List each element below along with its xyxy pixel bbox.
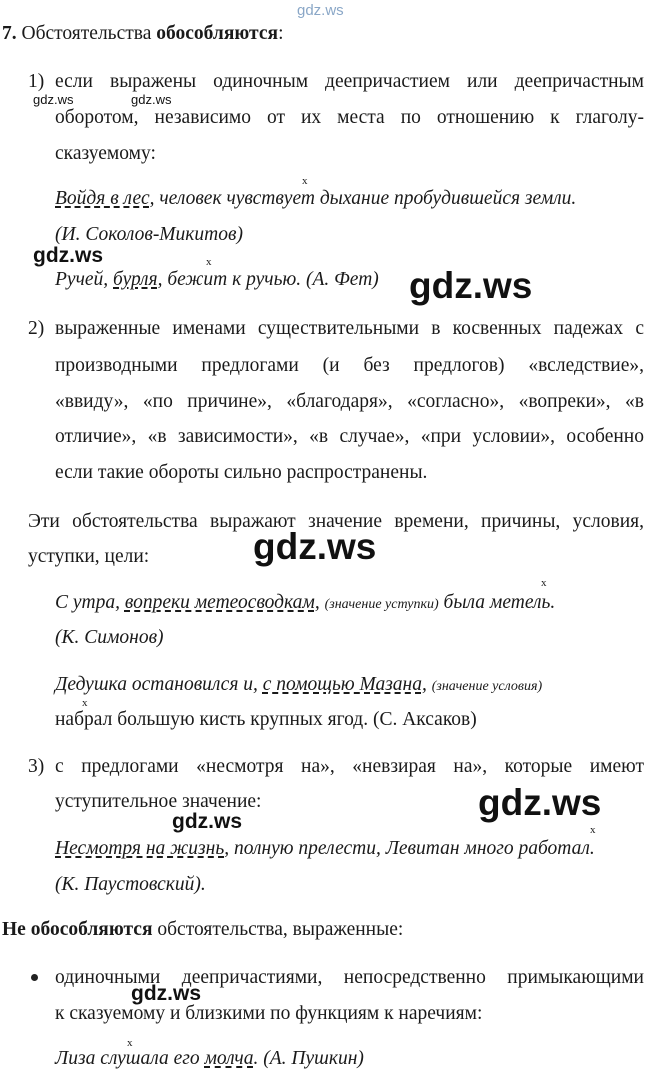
predicate-mark: x (206, 256, 212, 268)
example4-underlined: с помощью Мазана (262, 674, 422, 695)
watermark-2: gdz.ws (131, 92, 172, 107)
heading-colon: : (278, 23, 284, 44)
item1-line1: если выражены одиночным деепричастием или деепричастным (55, 71, 644, 92)
example3-comma: , (314, 592, 320, 613)
watermark-1: gdz.ws (33, 92, 74, 107)
example1-author: (И. Соколов-Микитов) (55, 224, 243, 245)
para-line2: уступки, цели: (28, 546, 150, 567)
watermark-5: gdz.ws (253, 526, 377, 567)
example1-rest: , человек чувствует дыхание пробудившейся земли. (149, 188, 577, 209)
para-line1: Эти обстоятельства выражают значение времени, причины, условия, (28, 511, 644, 532)
bullet1-line2: к сказуемому и близкими по функциям к наречиям: (55, 1003, 483, 1024)
item1-number: 1) (28, 71, 45, 92)
item3-line1: с предлогами «несмотря на», «невзирая на», которые имеют (55, 756, 644, 777)
item1-line2: оборотом, независимо от их места по отношению к глаголу- (55, 107, 644, 128)
predicate-mark: x (590, 824, 596, 836)
example4-note: (значение условия) (431, 679, 543, 694)
item2-line4: отличие», «в зависимости», «в случае», «при условии», особенно (55, 426, 644, 447)
item2-line1: выраженные именами существительными в косвенных падежах с (55, 318, 644, 339)
example3-before: С утра, (55, 592, 125, 613)
predicate-mark: x (82, 697, 88, 709)
heading-text: Обстоятельства (16, 23, 157, 44)
section-heading (2, 22, 283, 46)
example3-note: (значение уступки) (324, 597, 439, 612)
example1-line1 (55, 187, 576, 211)
watermark-4: gdz.ws (409, 265, 533, 306)
item2-line2: производными предлогами (и без предлогов) «вследствие», (55, 355, 644, 376)
example2-underlined: бурля (113, 269, 158, 290)
example2 (55, 268, 379, 292)
bullet1-line1: одиночными деепричастиями, непосредственно примыкающими (55, 967, 644, 988)
item3-line2: уступительное значение: (55, 791, 262, 812)
example5-rest: , полную прелести, Левитан много работал. (224, 838, 595, 859)
example5-line1 (55, 837, 595, 861)
example2-rest: , бежит к ручью. (А. Фет) (157, 269, 379, 290)
example4-comma: , (421, 674, 427, 695)
example5-underlined: Несмотря на жизнь (55, 838, 225, 859)
item3-number: 3) (28, 756, 45, 777)
example3-author: (К. Симонов) (55, 627, 164, 648)
example2-before: Ручей, (55, 269, 114, 290)
not-isolated-bold: Не обособляются (2, 919, 153, 940)
example6-underlined: молча (204, 1048, 254, 1069)
heading-number: 7. (2, 23, 17, 44)
example3-underlined: вопреки метеосводкам (124, 592, 315, 613)
watermark-top: gdz.ws (297, 2, 344, 19)
watermark-6: gdz.ws (478, 782, 602, 823)
predicate-mark: x (127, 1037, 133, 1049)
example6-rest: . (А. Пушкин) (253, 1048, 364, 1069)
example3-rest: была метель. (443, 592, 556, 613)
example6-before: Лиза слушала его (55, 1048, 205, 1069)
item2-line3: «ввиду», «по причине», «благодаря», «согласно», «вопреки», «в (55, 391, 644, 412)
watermark-8: gdz.ws (131, 982, 202, 1005)
item2-line5: если такие обороты сильно распространены. (55, 462, 428, 483)
watermark-3: gdz.ws (33, 244, 104, 267)
example3-line1 (55, 591, 555, 617)
example1-underlined: Войдя в лес (55, 188, 150, 209)
not-isolated-rest: обстоятельства, выраженные: (152, 919, 404, 940)
example5-author: (К. Паустовский). (55, 874, 206, 895)
example4-line1 (55, 673, 542, 699)
example4-line2: набрал большую кисть крупных ягод. (С. Аксаков) (55, 709, 477, 730)
item2-number: 2) (28, 318, 45, 339)
predicate-mark: x (302, 175, 308, 187)
example6 (55, 1047, 364, 1071)
predicate-mark: x (541, 577, 547, 589)
bullet-marker (31, 974, 38, 981)
watermark-7: gdz.ws (172, 810, 243, 833)
heading-bold: обособляются (156, 23, 279, 44)
item1-line3: сказуемому: (55, 143, 156, 164)
example4-before: Дедушка остановился и, (55, 674, 263, 695)
not-isolated-heading (2, 918, 403, 942)
